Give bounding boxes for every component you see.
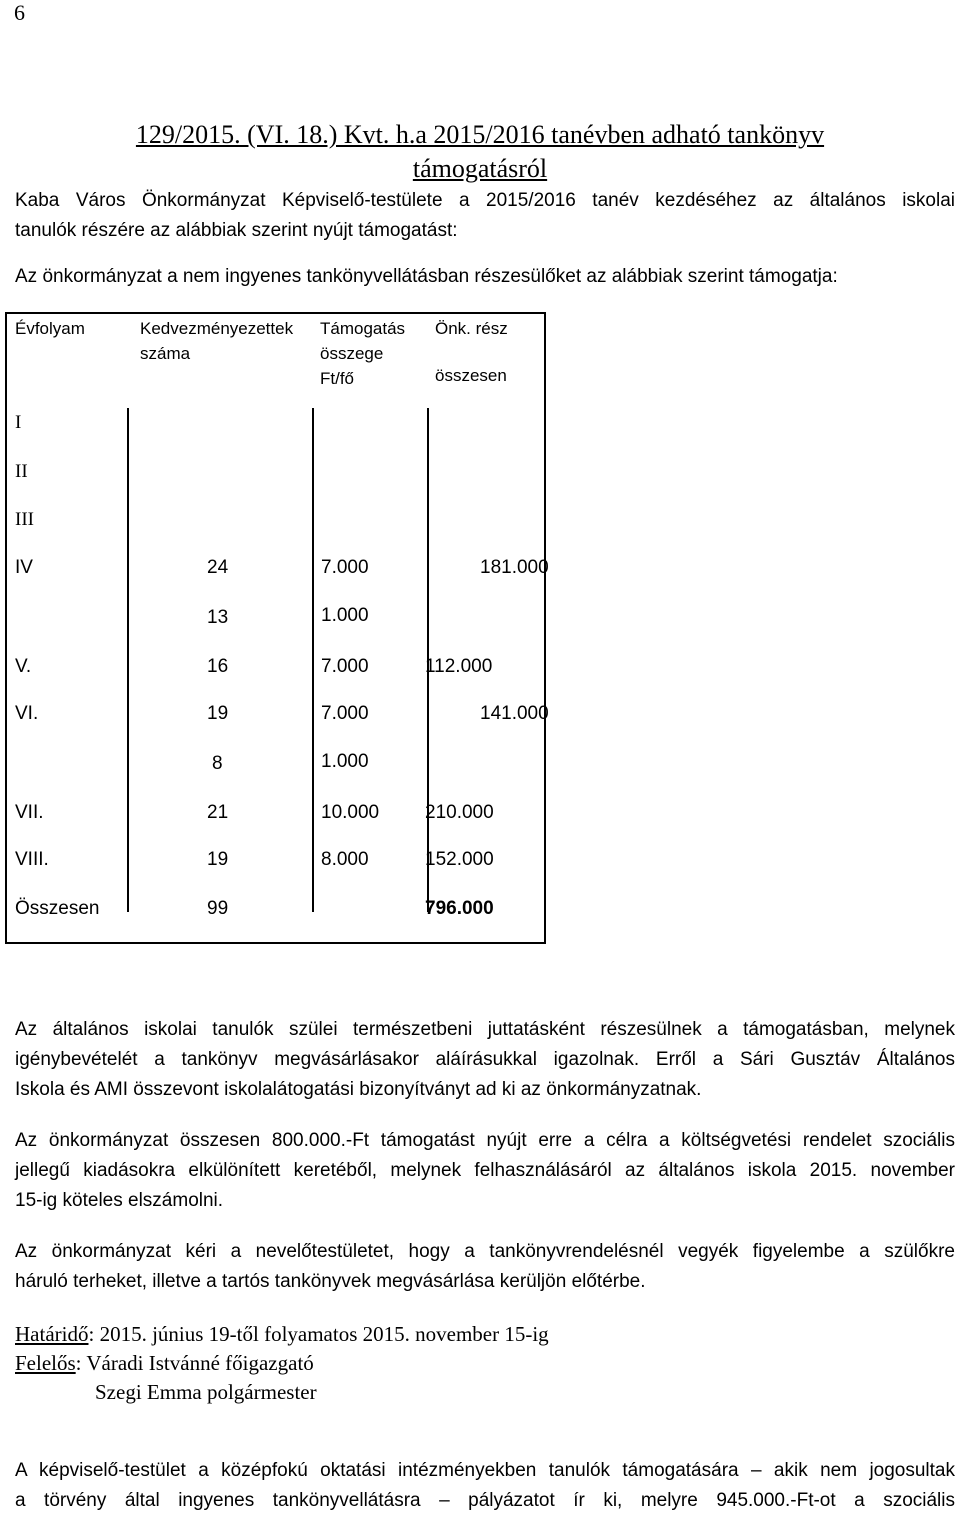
paragraph-4-line-1: A képviselő-testület a középfokú oktatási intézményekben tanulók támogatására – akik nem jogosultak — [15, 1460, 955, 1481]
row-amount: 1.000 — [321, 605, 369, 626]
paragraph-1-line-2: igénybevételét a tankönyv megvásárlásakor aláírásukkal igazolnak. Erről a Sári Gusztáv Általános — [15, 1049, 955, 1070]
paragraph-2-line-3: 15-ig köteles elszámolni. — [15, 1190, 224, 1211]
row-amount: 8.000 — [321, 849, 369, 870]
row-amount: 7.000 — [321, 656, 369, 677]
row-grade: IV — [15, 557, 33, 578]
document-title-line-1: 129/2015. (VI. 18.) Kvt. h.a 2015/2016 tanévben adható tankönyv — [135, 120, 825, 149]
responsible-value: : Váradi Istvánné főigazgató — [75, 1351, 314, 1375]
row-total: 152.000 — [425, 849, 494, 870]
header-beneficiaries: Kedvezményezettek — [140, 319, 294, 338]
responsible-2: Szegi Emma polgármester — [95, 1380, 317, 1404]
row-count: 24 — [207, 557, 229, 578]
row-count: 19 — [207, 849, 229, 870]
responsible — [15, 1349, 314, 1378]
row-count: 19 — [207, 703, 229, 724]
row-grade: II — [15, 461, 28, 482]
page-number: 6 — [14, 0, 25, 25]
paragraph-4-line-2: a törvény által ingyenes tankönyvellátásra – pályázatot ír ki, melyre 945.000.-Ft-ot a szociális — [15, 1490, 955, 1511]
paragraph-3-line-1: Az önkormányzat kéri a nevelőtestületet, hogy a tankönyvrendelésnél vegyék figyelembe a szülőkre — [15, 1241, 955, 1262]
paragraph-3-line-2: háruló terheket, illetve a tartós tankönyvek megvásárlása kerüljön előtérbe. — [15, 1271, 646, 1292]
row-grade-total: Összesen — [15, 898, 100, 919]
row-amount: 7.000 — [321, 703, 369, 724]
row-grade: V. — [15, 656, 32, 677]
row-grade: I — [15, 412, 22, 433]
row-total: 141.000 — [480, 703, 549, 724]
support-table — [5, 312, 549, 944]
row-grade: III — [15, 509, 34, 530]
deadline — [15, 1320, 549, 1349]
deadline-value: : 2015. június 19-től folyamatos 2015. november 15-ig — [88, 1322, 549, 1346]
row-grade: VII. — [15, 802, 44, 823]
row-count: 16 — [207, 656, 229, 677]
responsible-label: Felelős — [15, 1351, 76, 1375]
row-count: 8 — [212, 753, 223, 774]
row-amount: 10.000 — [321, 802, 380, 823]
intro-line-2: tanulók részére az alábbiak szerint nyújt támogatást: — [15, 220, 458, 241]
header-share-2: összesen — [435, 366, 507, 385]
header-share: Önk. rész — [435, 319, 508, 338]
row-grade: VI. — [15, 703, 39, 724]
header-amount: Támogatás — [320, 319, 406, 338]
row-total: 181.000 — [480, 557, 549, 578]
row-count: 99 — [207, 898, 229, 919]
header-amount-2: összege — [320, 344, 384, 363]
header-amount-3: Ft/fő — [320, 369, 355, 388]
deadline-label: Határidő — [15, 1322, 89, 1346]
table-intro: Az önkormányzat a nem ingyenes tankönyvellátásban részesülőket az alábbiak szerint támogatja: — [15, 266, 838, 287]
row-count: 21 — [207, 802, 229, 823]
intro-line-1: Kaba Város Önkormányzat Képviselő-testülete a 2015/2016 tanév kezdéséhez az általános iskolai — [15, 190, 955, 211]
row-count: 13 — [207, 607, 229, 628]
document-title-line-2: támogatásról — [412, 154, 548, 183]
paragraph-2-line-1: Az önkormányzat összesen 800.000.-Ft támogatást nyújt erre a célra a költségvetési rendelet szociális — [15, 1130, 955, 1151]
paragraph-1-line-3: Iskola és AMI összevont iskolalátogatási bizonyítványt ad ki az önkormányzatnak. — [15, 1079, 702, 1100]
row-total: 210.000 — [425, 802, 494, 823]
header-grade: Évfolyam — [15, 319, 85, 338]
row-amount: 7.000 — [321, 557, 369, 578]
row-total: 796.000 — [425, 898, 494, 919]
header-beneficiaries-2: száma — [140, 344, 191, 363]
row-grade: VIII. — [15, 849, 49, 870]
row-total: 112.000 — [425, 656, 493, 677]
paragraph-1-line-1: Az általános iskolai tanulók szülei természetbeni juttatásként részesülnek a támogatásban, melynek — [15, 1019, 955, 1040]
row-amount: 1.000 — [321, 751, 369, 772]
paragraph-2-line-2: jellegű kiadásokra elkülönített keretéből, melynek felhasználásáról az általános iskola 2015. november — [15, 1160, 955, 1181]
